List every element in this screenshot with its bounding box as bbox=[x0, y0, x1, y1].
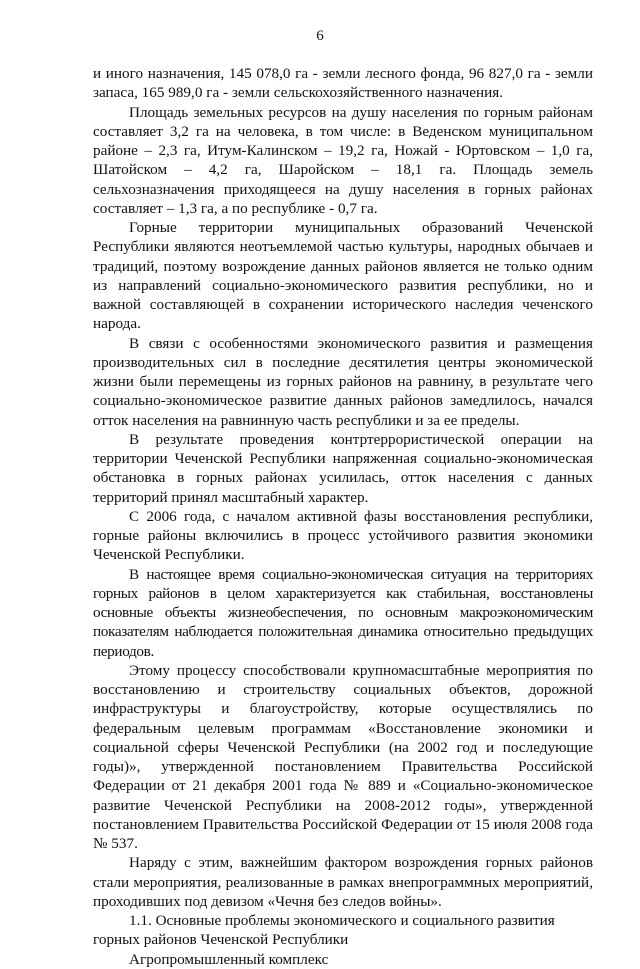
paragraph-extra-programs: Наряду с этим, важнейшим фактором возрождения горных районов стали мероприятия, реализованные в рамках внепрограммных мероприятий, проходивших под девизом «Чечня без следов войны». bbox=[93, 854, 593, 910]
paragraph-federal-programs: Этому процессу способствовали крупномасштабные мероприятия по восстановлению и строительству социальных объектов, дорожной инфраструктуры и благоустройству, которые осуществлялись по федеральным целевым программам «Восстановление экономики и социальной сферы Чеченской Республики (на 2002 год и последующие годы)», утвержденной постановлением Правительства Российской Федерации от 21 декабря 2001 года № 889 и «Социально-экономическое развитие Чеченской Республики на 2008-2012 годы», утвержденной постановлением Правительства Российской Федерации от 15 июля 2008 года № 537. bbox=[93, 661, 593, 852]
paragraph-land-continued: и иного назначения, 145 078,0 га - земли лесного фонда, 96 827,0 га - земли запаса, 165 989,0 га - земли сельскохозяйственного назначения. bbox=[93, 65, 593, 102]
paragraph-2006-recovery: С 2006 года, с началом активной фазы восстановления республики, горные районы включились в процесс устойчивого развития экономики Чеченской Республики. bbox=[93, 507, 593, 564]
paragraph-current-situation: В настоящее время социально-экономическая ситуация на территориях горных районов в целом характеризуется как стабильная, восстановлены основные объекты жизнеобеспечения, по основным макроэкономическим показателям наблюдается положительная динамика относительно предыдущих периодов. bbox=[93, 565, 593, 660]
subsection-heading: Агропромышленный комплекс bbox=[129, 950, 329, 968]
section-heading: 1.1. Основные проблемы экономического и социального развития горных районов Чеченской Республики bbox=[93, 912, 555, 949]
paragraph-counterterrorism: В результате проведения контртеррористической операции на территории Чеченской Республики напряженная социально-экономическая обстановка в горных районах усилилась, отток населения с данных территорий принял масштабный характер. bbox=[93, 430, 593, 506]
document-body bbox=[93, 64, 593, 969]
paragraph-mountain-heritage: Горные территории муниципальных образований Чеченской Республики являются неотъемлемой частью культуры, народных обычаев и традиций, поэтому возрождение данных районов является не только одним из направлений социально-экономического развития республики, но и важной составляющей в сохранении исторического наследия чеченского народа. bbox=[93, 219, 593, 333]
page-number: 6 bbox=[316, 28, 324, 44]
paragraph-economic-shift: В связи с особенностями экономического развития и размещения производительных сил в последние десятилетия центры экономической жизни были перемещены из горных районов на равнину, в результате чего социально-экономическое развитие данных районов замедлилось, начался отток населения на равнинную часть республики и за ее пределы. bbox=[93, 334, 593, 429]
paragraph-land-per-capita: Площадь земельных ресурсов на душу населения по горным районам составляет 3,2 га на человека, в том числе: в Веденском муниципальном районе – 2,3 га, Итум-Калинском – 19,2 га, Ножай - Юртовском – 1,0 га, Шатойском – 4,2 га, Шаройском – 18,1 га. Площадь земель сельхозназначения приходящееся на душу населения в горных районах составляет – 1,3 га, а по республике - 0,7 га. bbox=[93, 103, 593, 217]
